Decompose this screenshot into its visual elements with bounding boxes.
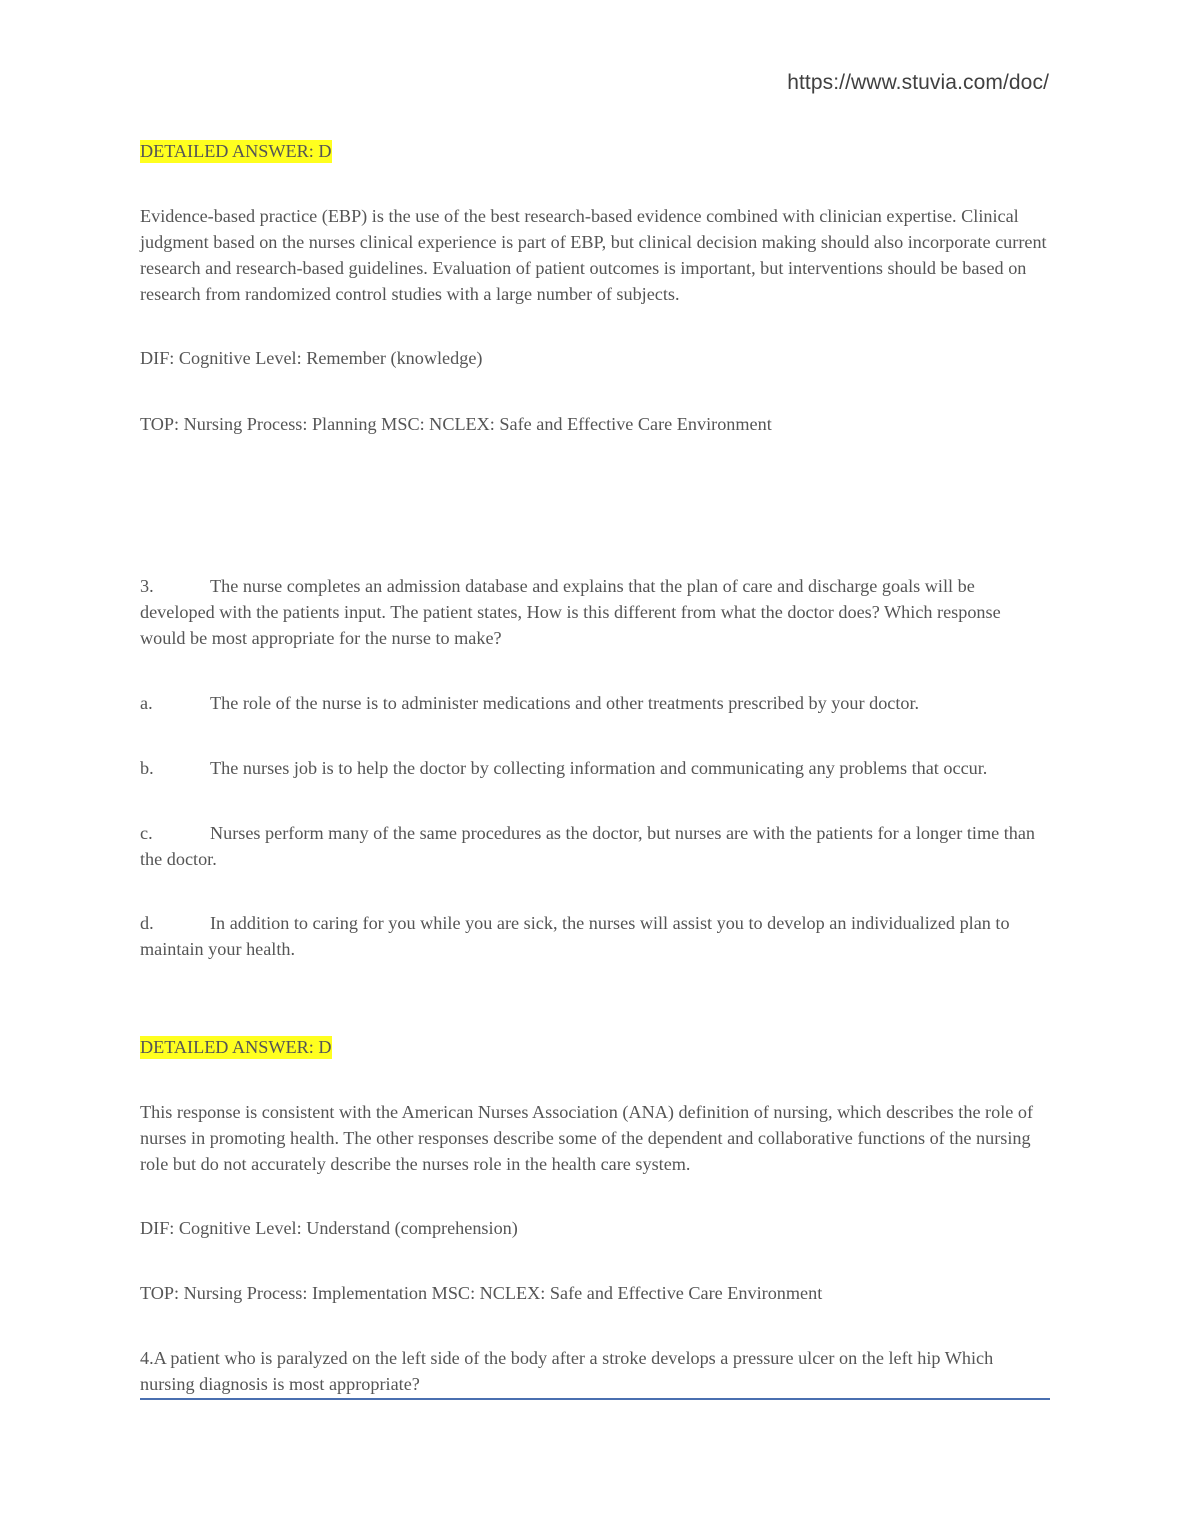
top-line-1: TOP: Nursing Process: Planning MSC: NCLEX: Safe and Effective Care Environment — [140, 414, 772, 434]
rationale-2: This response is consistent with the American Nurses Association (ANA) definition of nursing, which describes the role of nurses in promoting health. The other responses describe some of the dependent and collaborative functions of the nursing role but do not accurately describe the nurses role in the health care system. — [140, 1102, 1034, 1174]
option-letter-c: c. — [140, 823, 153, 843]
question-3-stem — [140, 573, 1050, 651]
question-4-stem: 4.A patient who is paralyzed on the left side of the body after a stroke develops a pressure ulcer on the left hip Which nursing diagnosis is most appropriate? — [140, 1348, 994, 1394]
option-b — [140, 755, 1050, 781]
highlighted-answer-1: DETAILED ANSWER: D — [140, 141, 332, 161]
highlighted-answer-2: DETAILED ANSWER: D — [140, 1037, 332, 1057]
option-text-d: In addition to caring for you while you are sick, the nurses will assist you to develop an individualized plan to maintain your health. — [140, 913, 1010, 959]
answer-label-1 — [140, 138, 1050, 164]
source-url: https://www.stuvia.com/doc/ — [787, 71, 1049, 94]
option-letter-a: a. — [140, 693, 153, 713]
bottom-rule — [140, 1398, 1050, 1400]
option-text-a: The role of the nurse is to administer medications and other treatments prescribed by your doctor. — [210, 693, 920, 713]
dif-line-2: DIF: Cognitive Level: Understand (comprehension) — [140, 1218, 518, 1238]
option-letter-b: b. — [140, 758, 154, 778]
option-a — [140, 690, 1050, 716]
dif-line-1: DIF: Cognitive Level: Remember (knowledge) — [140, 348, 483, 368]
question-3-text: The nurse completes an admission database and explains that the plan of care and discharge goals will be developed with the patients input. The patient states, How is this different from what the doctor does? Which response would be most appropriate for the nurse to make? — [140, 576, 1001, 648]
answer-label-2 — [140, 1034, 1050, 1060]
option-text-b: The nurses job is to help the doctor by collecting information and communicating any problems that occur. — [210, 758, 988, 778]
top-line-2: TOP: Nursing Process: Implementation MSC: NCLEX: Safe and Effective Care Environment — [140, 1283, 823, 1303]
option-c — [140, 820, 1050, 872]
option-letter-d: d. — [140, 913, 154, 933]
option-d — [140, 910, 1050, 962]
option-text-c: Nurses perform many of the same procedures as the doctor, but nurses are with the patients for a longer time than the doctor. — [140, 823, 1036, 869]
rationale-1: Evidence-based practice (EBP) is the use of the best research-based evidence combined with clinician expertise. Clinical judgment based on the nurses clinical experience is part of EBP, but clinical decision making should also incorporate current research and research-based guidelines. Evaluation of patient outcomes is important, but interventions should be based on research from randomized control studies with a large number of subjects. — [140, 206, 1047, 304]
question-3-number: 3. — [140, 576, 154, 596]
